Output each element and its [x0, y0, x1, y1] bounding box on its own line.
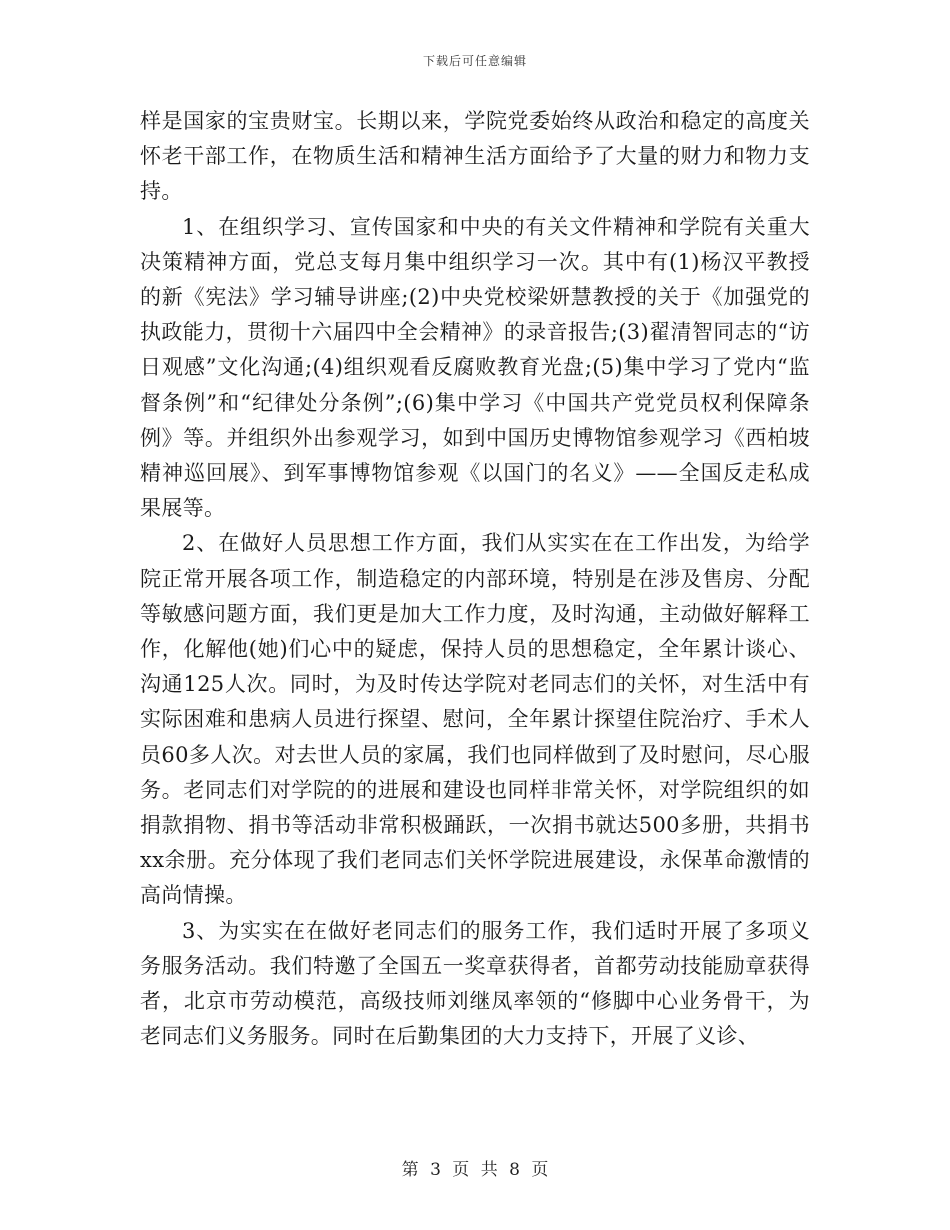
document-body: [140, 104, 810, 1054]
paragraph-continuation: 样是国家的宝贵财宝。长期以来，学院党委始终从政治和稳定的高度关怀老干部工作，在物质生活和精神生活方面给予了大量的财力和物力支持。: [140, 109, 810, 204]
page-header: 下载后可任意编辑: [422, 54, 527, 68]
paragraph-item-1: 1、在组织学习、宣传国家和中央的有关文件精神和学院有关重大决策精神方面，党总支每月集中组织学习一次。其中有(1)杨汉平教授的新《宪法》学习辅导讲座;(2)中央党校梁妍慧教授的关于《加强党的执政能力，贯彻十六届四中全会精神》的录音报告;(3)翟清智同志的“访日观感”文化沟通;(4)组织观看反腐败教育光盘;(5)集中学习了党内“监督条例”和“纪律处分条例”;(6)集中学习《中国共产党党员权利保障条例》等。并组织外出参观学习，如到中国历史博物馆参观学习《西柏坡精神巡回展》、到军事博物馆参观《以国门的名义》——全国反走私成果展等。: [140, 214, 810, 521]
paragraph-item-3: 3、为实实在在做好老同志们的服务工作，我们适时开展了多项义务服务活动。我们特邀了全国五一奖章获得者，首都劳动技能励章获得者，北京市劳动模范，高级技师刘继凤率领的“修脚中心业务骨干，为老同志们义务服务。同时在后勤集团的大力支持下，开展了义诊、: [140, 918, 810, 1049]
paragraph-item-2: 2、在做好人员思想工作方面，我们从实实在在工作出发，为给学院正常开展各项工作，制造稳定的内部环境，特别是在涉及售房、分配等敏感问题方面，我们更是加大工作力度，及时沟通，主动做好解释工作，化解他(她)们心中的疑虑，保持人员的思想稳定，全年累计谈心、沟通125人次。同时，为及时传达学院对老同志们的关怀，对生活中有实际困难和患病人员进行探望、慰问，全年累计探望住院治疗、手术人员60多人次。对去世人员的家属，我们也同样做到了及时慰问，尽心服务。老同志们对学院的的进展和建设也同样非常关怀，对学院组织的如捐款捐物、捐书等活动非常积极踊跃，一次捐书就达500多册，共捐书xx余册。充分体现了我们老同志们关怀学院进展建设，永保革命激情的高尚情操。: [140, 531, 810, 908]
page-number-footer: 第 3 页 共 8 页: [401, 1160, 549, 1180]
